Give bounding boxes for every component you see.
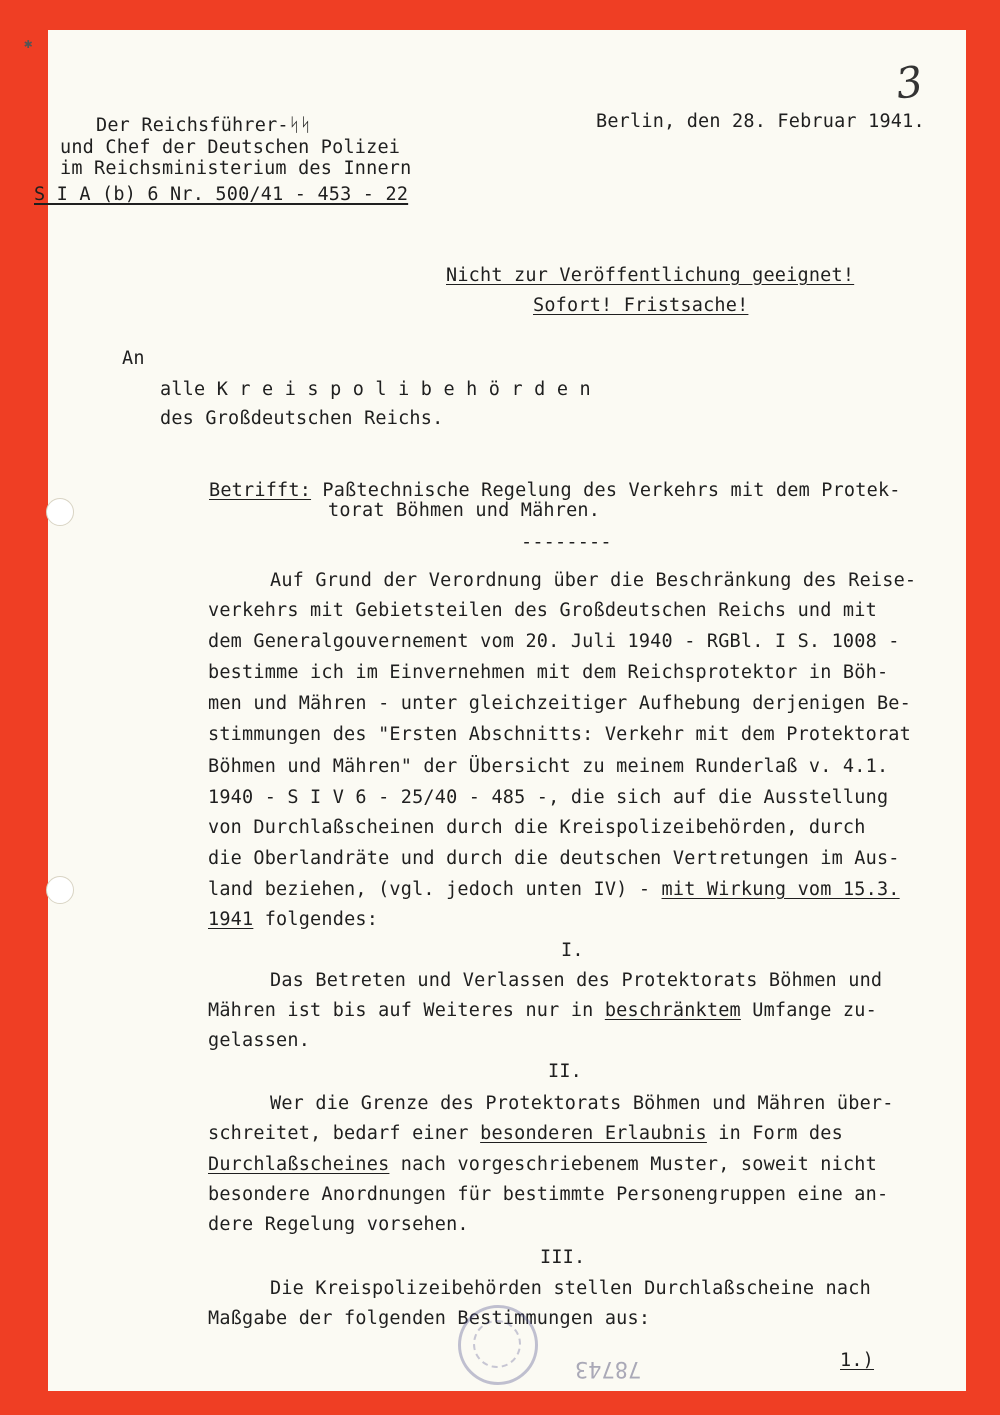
body-line: gelassen. [208,1030,311,1051]
continuation-marker: 1.) [840,1350,875,1371]
body-line-text: folgendes: [253,909,379,930]
red-border-right [966,0,1000,1415]
red-border-bottom [0,1391,1000,1415]
body-line: Die Kreispolizeibehörden stellen Durchlaßscheine nach [270,1278,871,1299]
punch-hole-top [46,498,74,526]
body-line-text: nach vorgeschriebenem Muster, soweit nicht [389,1154,877,1175]
archive-stamp [458,1305,538,1385]
body-line-text: land beziehen, (vgl. jedoch unten IV) - [208,879,662,900]
pin-mark: ✱ [24,36,33,52]
body-line: dere Regelung vorsehen. [208,1214,469,1235]
not-for-publication-notice: Nicht zur Veröffentlichung geeignet! [446,265,855,286]
body-line: Wer die Grenze des Protektorats Böhmen und Mähren über- [270,1093,894,1114]
body-line: Böhmen und Mähren" der Übersicht zu meinem Runderlaß v. 4.1. [208,756,889,777]
body-line: Auf Grund der Verordnung über die Beschränkung des Reise- [270,570,917,591]
body-line [208,909,378,931]
body-line-text: in Form des [706,1123,843,1144]
effective-date: mit Wirkung vom 15.3. [661,879,900,900]
body-line [208,1123,843,1145]
section-heading-1: I. [561,940,584,961]
subject-divider: -------- [521,532,612,553]
red-border-left [0,0,48,1415]
body-line: von Durchlaßscheinen durch die Kreispolizeibehörden, durch [208,817,866,838]
body-line: bestimme ich im Einvernehmen mit dem Reichsprotektor in Böh- [208,662,889,683]
effective-year: 1941 [208,909,254,930]
body-line-text: schreitet, bedarf einer [208,1123,481,1144]
subject-line-1 [209,480,901,502]
body-line: men und Mähren - unter gleichzeitiger Aufhebung derjenigen Be- [208,693,911,714]
body-line: stimmungen des "Ersten Abschnitts: Verkehr mit dem Protektorat [208,724,911,745]
archive-stamp-inner [473,1320,521,1368]
recipient-to: An [122,348,145,369]
emphasis: besonderen Erlaubnis [480,1123,707,1144]
red-border-top [0,0,1000,30]
recipient-line-2: des Großdeutschen Reichs. [160,408,444,429]
body-line: die Oberlandräte und durch die deutschen Vertretungen im Aus- [208,848,900,869]
subject-label: Betrifft: [209,480,312,501]
sender-line-1: Der Reichsführer-ᛋᛋ [96,115,312,136]
stamp-number-bleedthrough: 78743 [575,1356,642,1381]
body-line: 1940 - S I V 6 - 25/40 - 485 -, die sich auf die Ausstellung [208,787,889,808]
handwritten-page-number: 3 [892,56,927,109]
place-and-date: Berlin, den 28. Februar 1941. [596,111,925,132]
body-line [208,1154,877,1176]
punch-hole-bottom [46,876,74,904]
subject-text-1: Paßtechnische Regelung des Verkehrs mit dem Protek- [311,480,901,501]
body-line: verkehrs mit Gebietsteilen des Großdeutschen Reichs und mit [208,600,877,621]
body-line [208,879,900,901]
reference-number: S I A (b) 6 Nr. 500/41 - 453 - 22 [34,184,409,205]
emphasis: beschränktem [604,1000,741,1021]
body-line: Das Betreten und Verlassen des Protektorats Böhmen und [270,970,883,991]
body-line: Maßgabe der folgenden Bestimmungen aus: [208,1308,651,1329]
subject-line-2: torat Böhmen und Mähren. [328,500,601,521]
body-line: besondere Anordnungen für bestimmte Personengruppen eine an- [208,1184,889,1205]
sender-line-2: und Chef der Deutschen Polizei [60,137,401,158]
section-heading-2: II. [548,1061,583,1082]
section-heading-3: III. [540,1247,586,1268]
urgent-notice: Sofort! Fristsache! [533,295,749,316]
recipient-line-1: alle K r e i s p o l i b e h ö r d e n [160,379,591,400]
body-line [208,1000,877,1022]
body-line-text: Umfange zu- [740,1000,877,1021]
emphasis: Durchlaßscheines [208,1154,390,1175]
body-line-text: Mähren ist bis auf Weiteres nur in [208,1000,605,1021]
sender-line-3: im Reichsministerium des Innern [60,158,412,179]
body-line: dem Generalgouvernement vom 20. Juli 1940 - RGBl. I S. 1008 - [208,631,900,652]
